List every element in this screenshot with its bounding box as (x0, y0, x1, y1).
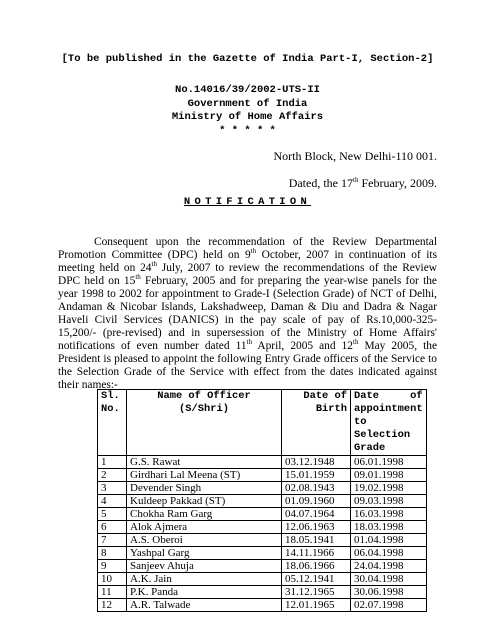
cell-sl: 5 (98, 508, 127, 521)
table-row (98, 495, 427, 508)
heading-stars: * * * * * (219, 124, 276, 137)
cell-appt: 06.04.1998 (351, 547, 427, 560)
header-date-of-birth (282, 390, 351, 456)
file-number: No.14016/39/2002-UTS-II (175, 84, 320, 96)
header-name-line-2: (S/Shri) (179, 403, 229, 415)
header-name-line-1: Name of Officer (157, 390, 251, 402)
date-prefix: Dated, the 17 (288, 176, 353, 190)
cell-dob: 18.06.1966 (282, 560, 351, 573)
cell-appt: 16.03.1998 (351, 508, 427, 521)
body-ordinal-5: th (353, 338, 359, 347)
cell-dob: 18.05.1941 (282, 534, 351, 547)
cell-name: A.S. Oberoi (127, 534, 282, 547)
cell-appt: 30.04.1998 (351, 573, 427, 586)
date-line (289, 176, 437, 191)
table-row (98, 456, 427, 469)
header-appt-line-3: to Selection (354, 416, 411, 441)
cell-sl: 2 (98, 469, 127, 482)
notification-body (58, 236, 437, 392)
cell-dob: 31.12.1965 (282, 586, 351, 599)
header-dob-line-1: Date of (303, 390, 347, 402)
body-part-2: October, 2007 in continuation of its meeting held on 24 (58, 249, 438, 274)
cell-dob: 14.11.1966 (282, 547, 351, 560)
table-row (98, 521, 427, 534)
cell-name: G.S. Rawat (127, 456, 282, 469)
cell-name: P.K. Panda (127, 586, 282, 599)
body-ordinal-1: th (250, 247, 257, 256)
cell-sl: 9 (98, 560, 127, 573)
header-appt-line-2: appointment (354, 403, 423, 415)
date-ordinal: th (353, 176, 359, 184)
cell-appt: 30.06.1998 (351, 586, 427, 599)
cell-appt: 02.07.1998 (351, 599, 427, 612)
government-name: Government of India (187, 97, 308, 110)
office-address: North Block, New Delhi-110 001. (273, 149, 437, 163)
cell-dob: 02.08.1943 (282, 482, 351, 495)
header-sl-line-2: No. (101, 403, 120, 415)
body-part-1: Consequent upon the recommendation of the Review Departmental Promotion Committee (DPC) held on 9 (58, 236, 437, 261)
table-header-row (98, 390, 427, 456)
cell-name: Yashpal Garg (127, 547, 282, 560)
body-part-6: May 2005, the President is pleased to appoint the following Entry Grade officers of the Service to the Selection Grade of the Service with effect from the dates indicated against their names:- (58, 340, 437, 391)
cell-sl: 8 (98, 547, 127, 560)
letter-heading (0, 84, 495, 138)
cell-name: Sanjeev Ahuja (127, 560, 282, 573)
cell-appt: 06.01.1998 (351, 456, 427, 469)
header-appt-line-1: Date of (354, 390, 423, 402)
cell-appt: 24.04.1998 (351, 560, 427, 573)
cell-sl: 7 (98, 534, 127, 547)
ministry-name: Ministry of Home Affairs (171, 111, 324, 123)
cell-dob: 04.07.1964 (282, 508, 351, 521)
table-row (98, 469, 427, 482)
notification-title: NOTIFICATION (183, 196, 312, 208)
body-part-5: April, 2005 and 12 (251, 340, 354, 352)
cell-appt: 01.04.1998 (351, 534, 427, 547)
table-row (98, 508, 427, 521)
body-ordinal-4: th (246, 338, 252, 347)
header-sl-no (98, 390, 127, 456)
cell-name: Kuldeep Pakkad (ST) (127, 495, 282, 508)
officers-table (97, 389, 427, 612)
cell-appt: 19.02.1998 (351, 482, 427, 495)
table-row (98, 534, 427, 547)
cell-sl: 1 (98, 456, 127, 469)
table-row (98, 573, 427, 586)
cell-dob: 01.09.1960 (282, 495, 351, 508)
cell-name: Devender Singh (127, 482, 282, 495)
table-row (98, 560, 427, 573)
cell-appt: 09.01.1998 (351, 469, 427, 482)
cell-name: A.R. Talwade (127, 599, 282, 612)
body-part-3: July, 2007 to review the recommendations of the Review DPC held on 15 (58, 262, 437, 287)
cell-sl: 10 (98, 573, 127, 586)
cell-dob: 12.06.1963 (282, 521, 351, 534)
cell-sl: 4 (98, 495, 127, 508)
header-sl-line-1: Sl. (101, 390, 120, 402)
cell-name: Girdhari Lal Meena (ST) (127, 469, 282, 482)
cell-sl: 12 (98, 599, 127, 612)
table-row (98, 547, 427, 560)
cell-sl: 11 (98, 586, 127, 599)
header-dob-line-2: Birth (315, 403, 347, 415)
date-suffix: February, 2009. (358, 176, 437, 190)
cell-dob: 15.01.1959 (282, 469, 351, 482)
body-ordinal-3: th (135, 273, 141, 282)
cell-dob: 03.12.1948 (282, 456, 351, 469)
cell-name: Alok Ajmera (127, 521, 282, 534)
table-row (98, 482, 427, 495)
cell-appt: 18.03.1998 (351, 521, 427, 534)
cell-appt: 09.03.1998 (351, 495, 427, 508)
body-part-4: February, 2005 and for preparing the year-wise panels for the year 1998 to 2002 for appointment to Grade-I (Selection Grade) of NCT of Delhi, Andaman & Nicobar Islands, Lakshadweep, Daman & Diu and Dadra & Nagar Haveli Civil Services (DANICS) in the pay scale of pay of Rs.10,000-325-15,200/- (pre-revised) and in supersession of the Ministry of Home Affairs' notifications of even number dated 11 (58, 275, 437, 352)
header-date-of-appointment (351, 390, 427, 456)
cell-dob: 12.01.1965 (282, 599, 351, 612)
cell-dob: 05.12.1941 (282, 573, 351, 586)
cell-name: Chokha Ram Garg (127, 508, 282, 521)
table-row (98, 599, 427, 612)
header-appt-line-4: Grade (354, 442, 386, 454)
table-row (98, 586, 427, 599)
header-officer-name (127, 390, 282, 456)
cell-name: A.K. Jain (127, 573, 282, 586)
cell-sl: 6 (98, 521, 127, 534)
gazette-publication-note: [To be published in the Gazette of India Part-I, Section-2] (61, 53, 434, 65)
cell-sl: 3 (98, 482, 127, 495)
body-ordinal-2: th (151, 260, 157, 269)
